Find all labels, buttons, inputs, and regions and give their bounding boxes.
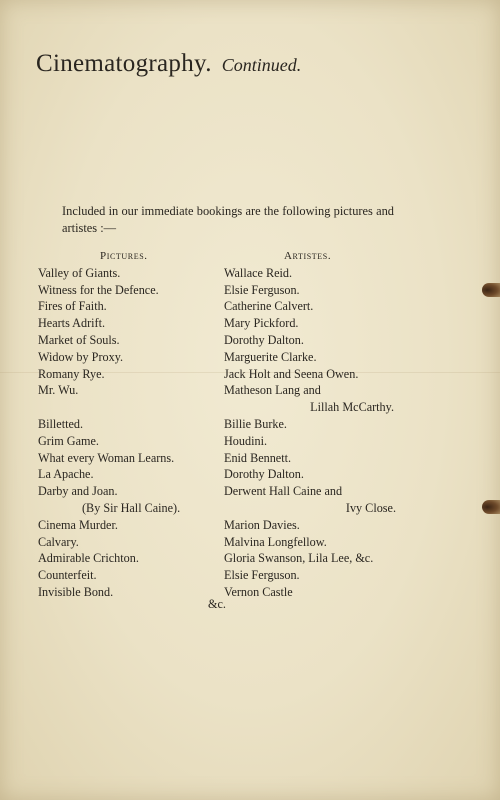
- picture-item: Admirable Crichton.: [38, 551, 139, 566]
- artiste-item: Matheson Lang and: [224, 383, 321, 398]
- title-main: Cinematography.: [36, 50, 212, 77]
- picture-item: Market of Souls.: [38, 332, 120, 347]
- picture-item: Widow by Proxy.: [38, 349, 124, 364]
- picture-item-note: (By Sir Hall Caine).: [82, 500, 181, 515]
- picture-item: Fires of Faith.: [38, 299, 107, 314]
- artiste-item: Marion Davies.: [224, 517, 300, 532]
- picture-item: What every Woman Learns.: [38, 450, 175, 465]
- picture-item: Mr. Wu.: [38, 383, 79, 398]
- artiste-item: Jack Holt and Seena Owen.: [224, 366, 359, 381]
- artiste-item: Dorothy Dalton.: [224, 332, 304, 347]
- artistes-column: [224, 248, 404, 601]
- artiste-item: Elsie Ferguson.: [224, 282, 300, 297]
- picture-item: Cinema Murder.: [38, 517, 118, 532]
- binding-hole-top: [482, 283, 500, 297]
- picture-item: Valley of Giants.: [38, 265, 121, 280]
- artiste-item: Derwent Hall Caine and: [224, 484, 343, 499]
- artiste-item: Billie Burke.: [224, 416, 287, 431]
- picture-item: Calvary.: [38, 534, 79, 549]
- picture-item: La Apache.: [38, 467, 94, 482]
- picture-item: Counterfeit.: [38, 568, 97, 583]
- title-continued: Continued.: [221, 55, 302, 75]
- artiste-item-continued: Lillah McCarthy.: [310, 400, 394, 415]
- pictures-heading: Pictures.: [100, 250, 148, 262]
- picture-item: Romany Rye.: [38, 366, 105, 381]
- page-title: [36, 50, 301, 78]
- artiste-item: Enid Bennett.: [224, 450, 292, 465]
- picture-gap: [38, 399, 228, 416]
- artiste-item: Malvina Longfellow.: [224, 534, 327, 549]
- picture-item: Darby and Joan.: [38, 484, 118, 499]
- intro-paragraph: Included in our immediate bookings are the following pictures and artistes :—: [62, 204, 394, 235]
- artiste-item: Vernon Castle: [224, 584, 293, 599]
- artiste-item: Elsie Ferguson.: [224, 568, 300, 583]
- pictures-column: [38, 248, 228, 601]
- artiste-item: Catherine Calvert.: [224, 299, 314, 314]
- picture-item: Witness for the Defence.: [38, 282, 159, 297]
- artiste-item: Wallace Reid.: [224, 265, 293, 280]
- binding-hole-bottom: [482, 500, 500, 514]
- etc-note: &c.: [208, 597, 226, 611]
- picture-item: Grim Game.: [38, 433, 99, 448]
- artiste-item: Gloria Swanson, Lila Lee, &c.: [224, 551, 374, 566]
- picture-item: Billetted.: [38, 416, 84, 431]
- artiste-item: Mary Pickford.: [224, 316, 299, 331]
- picture-item: Invisible Bond.: [38, 584, 114, 599]
- artiste-item-continued: Ivy Close.: [345, 500, 396, 515]
- picture-item: Hearts Adrift.: [38, 316, 106, 331]
- artiste-item: Houdini.: [224, 433, 267, 448]
- artiste-item: Dorothy Dalton.: [224, 467, 304, 482]
- artistes-heading: Artistes.: [284, 250, 332, 262]
- artiste-item: Marguerite Clarke.: [224, 349, 317, 364]
